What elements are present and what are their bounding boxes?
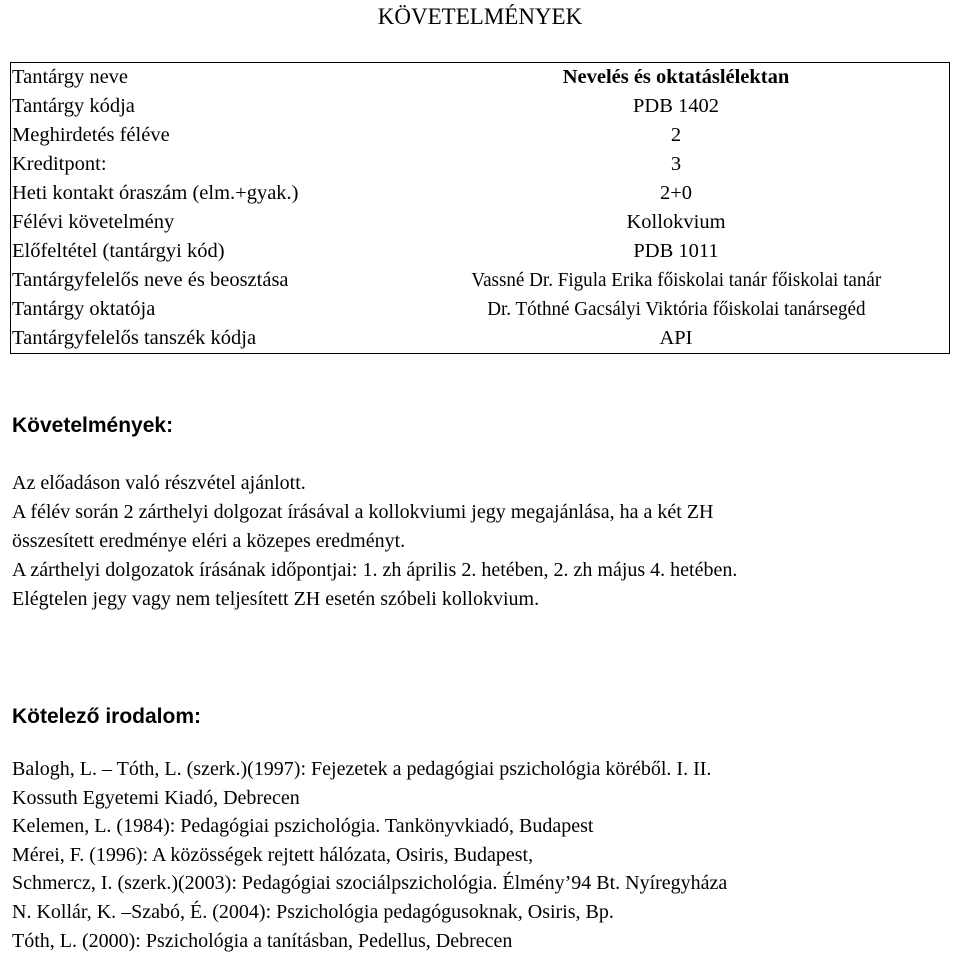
- course-name-row: [11, 63, 950, 93]
- assessment-label: Félévi követelmény: [12, 211, 175, 233]
- instructor-label: Tantárgy oktatója: [12, 298, 156, 320]
- semester-label: Meghirdetés féléve: [12, 124, 170, 146]
- literature-heading: Kötelező irodalom:: [12, 705, 202, 728]
- course-name-label: Tantárgy neve: [12, 66, 129, 88]
- credit-row: [11, 150, 950, 179]
- prerequisite-label: Előfeltétel (tantárgyi kód): [12, 240, 225, 262]
- literature-item: Balogh, L. – Tóth, L. (szerk.)(1997): Fejezetek a pedagógiai pszichológia köréből. I. II.: [12, 758, 712, 780]
- course-info-table: [10, 62, 950, 354]
- literature-item: Tóth, L. (2000): Pszichológia a tanításban, Pedellus, Debrecen: [12, 929, 513, 952]
- contact-hours-value: 2+0: [659, 182, 693, 204]
- requirements-line: A zárthelyi dolgozatok írásának időpontjai: 1. zh április 2. hetében, 2. zh május 4. hetében.: [12, 559, 738, 581]
- course-owner-label: Tantárgyfelelős neve és beosztása: [12, 269, 289, 291]
- department-row: [11, 324, 950, 354]
- literature-item: Kelemen, L. (1984): Pedagógiai pszichológia. Tankönyvkiadó, Budapest: [12, 815, 594, 838]
- course-owner-row: [11, 266, 950, 295]
- requirements-line: Az előadáson való részvétel ajánlott.: [12, 472, 306, 494]
- requirements-line: összesített eredménye eléri a közepes eredményt.: [12, 530, 406, 552]
- course-code-value: PDB 1402: [632, 95, 719, 117]
- prerequisite-row: [11, 237, 950, 266]
- instructor-row: [11, 295, 950, 324]
- semester-value: 2: [670, 124, 682, 146]
- course-code-label: Tantárgy kódja: [12, 95, 135, 117]
- literature-item: N. Kollár, K. –Szabó, É. (2004): Pszichológia pedagógusoknak, Osiris, Bp.: [12, 900, 614, 923]
- instructor-value: Dr. Tóthné Gacsályi Viktória főiskolai tanársegéd: [486, 298, 866, 320]
- credit-label: Kreditpont:: [12, 153, 107, 175]
- department-label: Tantárgyfelelős tanszék kódja: [12, 327, 257, 349]
- prerequisite-value: PDB 1011: [633, 240, 719, 262]
- assessment-row: [11, 208, 950, 237]
- page-title: KÖVETELMÉNYEK: [377, 4, 583, 29]
- assessment-value: Kollokvium: [626, 211, 726, 233]
- department-value: API: [659, 327, 693, 349]
- course-name-value: Nevelés és oktatáslélektan: [562, 66, 790, 88]
- contact-hours-row: [11, 179, 950, 208]
- literature-item: Schmercz, I. (szerk.)(2003): Pedagógiai szociálpszichológia. Élmény’94 Bt. Nyíregyháza: [12, 872, 728, 895]
- requirements-line: A félév során 2 zárthelyi dolgozat írásával a kollokviumi jegy megajánlása, ha a két ZH: [12, 501, 714, 523]
- course-owner-value: Vassné Dr. Figula Erika főiskolai tanár főiskolai tanár: [471, 269, 881, 291]
- requirements-text: [12, 469, 942, 614]
- course-code-row: [11, 92, 950, 121]
- requirements-line: Elégtelen jegy vagy nem teljesített ZH esetén szóbeli kollokvium.: [12, 588, 540, 610]
- literature-item: Kossuth Egyetemi Kiadó, Debrecen: [12, 786, 300, 809]
- contact-hours-label: Heti kontakt óraszám (elm.+gyak.): [12, 182, 299, 204]
- requirements-heading: Követelmények:: [12, 414, 174, 437]
- semester-row: [11, 121, 950, 150]
- credit-value: 3: [670, 153, 682, 175]
- literature-list: [12, 755, 942, 955]
- literature-item: Mérei, F. (1996): A közösségek rejtett hálózata, Osiris, Budapest,: [12, 843, 534, 866]
